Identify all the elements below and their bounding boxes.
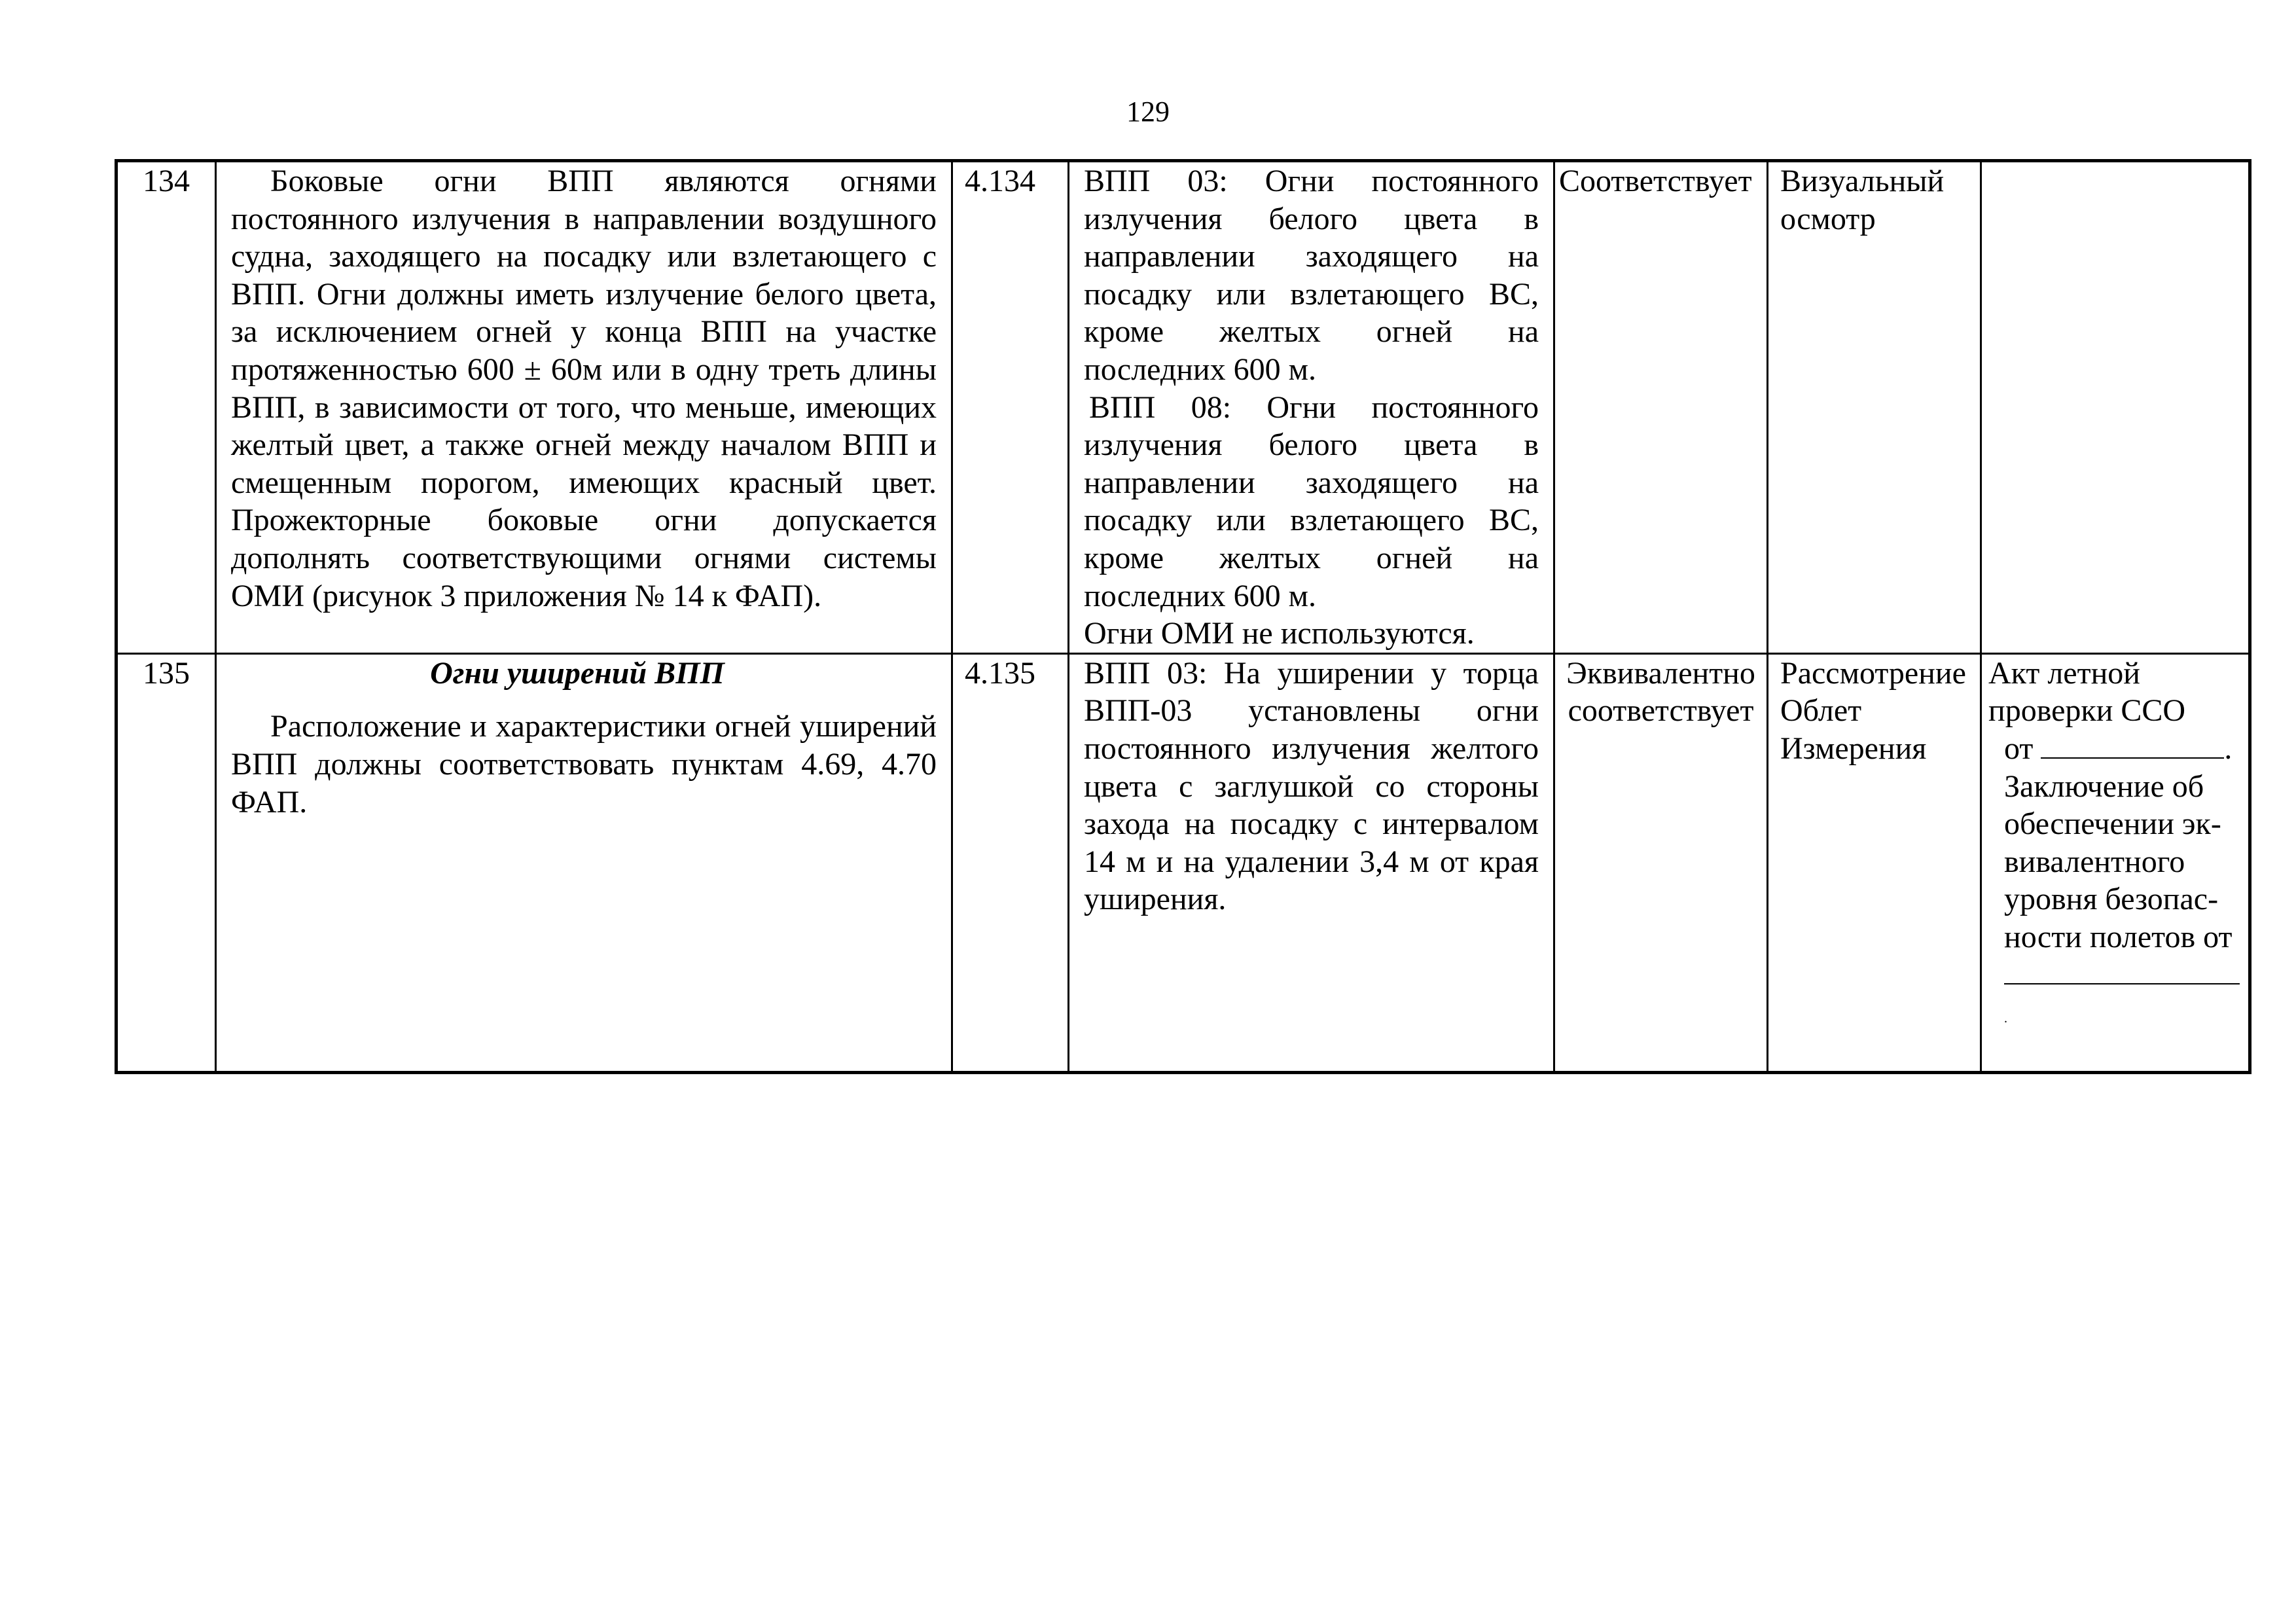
table-row — [117, 161, 2250, 654]
notes-line: Акт летной — [1988, 655, 2140, 691]
notes-line — [1988, 956, 2242, 1038]
verification-method — [1768, 161, 1981, 654]
fact-paragraph: Огни ОМИ не используются. — [1084, 616, 1475, 651]
fact-paragraph: ВПП 03: Огни постоянного излучения белого цвета в направлении заходящего на посадку или взлетающего ВС, кроме желтых огней на последних 600 м. — [1084, 164, 1539, 387]
page-number: 129 — [1126, 96, 1170, 128]
method-line: Рассмотрение — [1780, 655, 1966, 691]
section-title: Огни уширений ВПП — [430, 655, 725, 691]
fact-paragraph: ВПП 03: На уширении у торца ВПП-03 установлены огни постоянного излучения желтого цвета с заглушкой со стороны захода на посадку с интервалом 14 м и на удалении 3,4 м от края уширения. — [1084, 655, 1539, 917]
method-line: Визуальный — [1780, 164, 1945, 198]
row-number: 135 — [117, 653, 216, 1072]
notes-cell — [1981, 653, 2250, 1072]
notes-line: обеспечении эк- — [2004, 806, 2221, 842]
notes-suffix: . — [2004, 1011, 2007, 1026]
table-row — [117, 653, 2250, 1072]
fact-cell — [1069, 161, 1554, 654]
requirement-cell — [216, 653, 952, 1072]
date-blank — [2004, 957, 2240, 984]
date-blank — [2041, 731, 2224, 759]
notes-cell — [1981, 161, 2250, 654]
method-line: Измерения — [1780, 731, 1927, 766]
fact-cell — [1069, 653, 1554, 1072]
requirement-text: Боковые огни ВПП являются огнями постоянного излучения в направлении воздушного судна, заходящего на посадку или взлетающего с ВПП. Огни должны иметь излучение белого цвета, за исключением огней у конца ВПП на участке протяженностью 600 ± 60м или в одну треть длины ВПП, в зависимости от того, что меньше, имеющих желтый цвет, а также огней между началом ВПП и смещенным порогом, имеющих красный цвет. Прожекторные боковые огни допускается дополнять соответствующими огнями системы ОМИ (рисунок 3 приложения № 14 к ФАП). — [216, 161, 952, 654]
conformity-status: Соответствует — [1554, 161, 1768, 654]
verification-method — [1768, 653, 1981, 1072]
notes-line: вивалентного — [2004, 844, 2185, 879]
notes-prefix: от — [2004, 731, 2034, 766]
row-number: 134 — [117, 161, 216, 654]
checklist-table — [115, 159, 2251, 1074]
conformity-status — [1554, 653, 1768, 1072]
status-line: соответствует — [1568, 693, 1754, 729]
notes-line: Заключение об — [2004, 768, 2204, 804]
fact-paragraph: ВПП 08: Огни постоянного излучения белого цвета в направлении заходящего на посадку или взлетающего ВС, кроме желтых огней на последних 600 м. — [1084, 389, 1539, 613]
method-line: осмотр — [1780, 201, 1876, 236]
fap-item-number: 4.134 — [952, 161, 1069, 654]
notes-line: уровня безопас- — [2004, 882, 2219, 917]
notes-line — [1988, 730, 2242, 768]
status-line: Эквивалентно — [1566, 655, 1755, 691]
notes-line: ности полетов от — [2004, 919, 2233, 954]
method-line: Облет — [1780, 693, 1862, 729]
requirement-text: Расположение и характеристики огней уширений ВПП должны соответствовать пунктам 4.69, 4.70 ФАП. — [231, 709, 937, 820]
notes-suffix: . — [2224, 731, 2233, 766]
notes-line: проверки ССО — [1988, 693, 2186, 729]
fap-item-number: 4.135 — [952, 653, 1069, 1072]
